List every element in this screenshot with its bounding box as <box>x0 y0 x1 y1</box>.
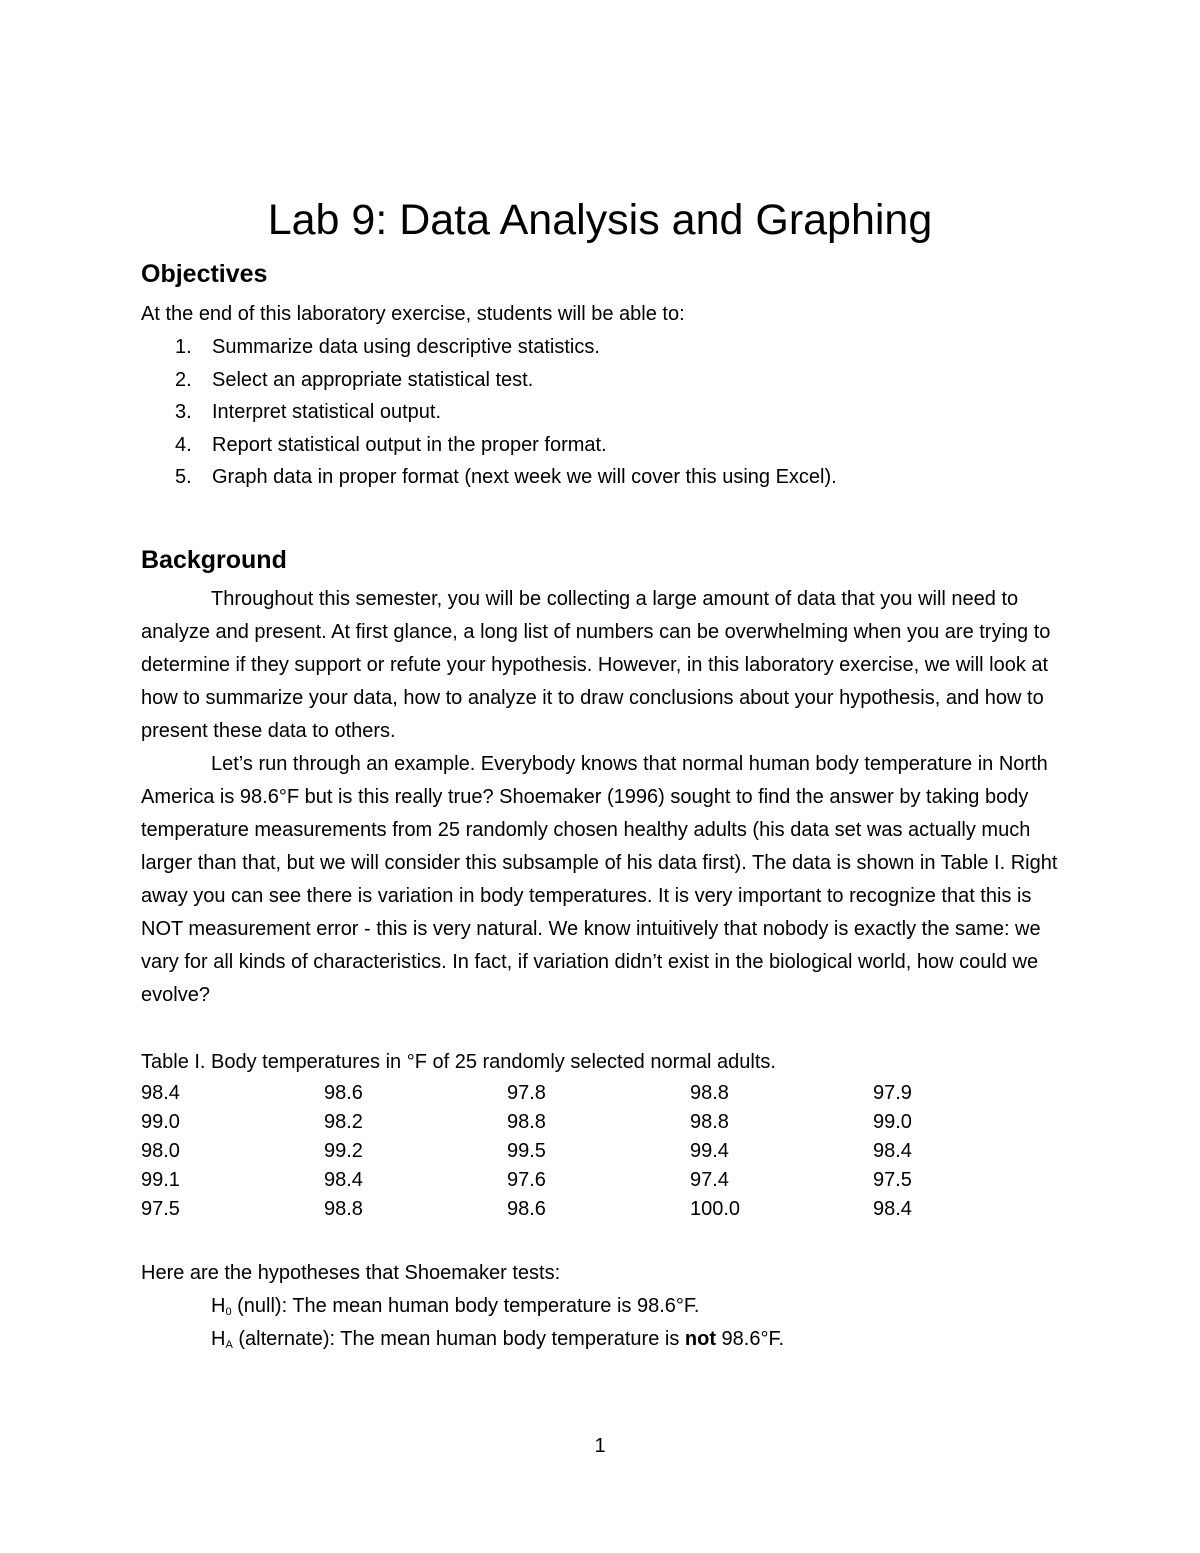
hypothesis-text: The mean human body temperature is <box>340 1328 685 1350</box>
table-cell: 98.4 <box>873 1198 912 1220</box>
list-item <box>175 331 837 364</box>
background-paragraph-2: Let’s run through an example. Everybody knows that normal human body temperature in North America is 98.6°F but is this really true? Shoemaker (1996) sought to find the answer by taking body temperature measurements from 25 randomly chosen healthy adults (his data set was actually much larger than that, but we will consider this subsample of his data first). The data is shown in Table I. Right away you can see there is variation in body temperatures. It is very important to recognize that this is NOT measurement error - this is very natural. We know intuitively that nobody is exactly the same: we vary for all kinds of characteristics. In fact, if variation didn’t exist in the biological world, how could we evolve? <box>141 753 1058 1006</box>
background-paragraph-1: Throughout this semester, you will be collecting a large amount of data that you will need to analyze and present. At first glance, a long list of numbers can be overwhelming when you are trying to determine if they support or refute your hypothesis. However, in this laboratory exercise, we will look at how to summarize your data, how to analyze it to draw conclusions about your hypothesis, and how to present these data to others. <box>141 588 1051 742</box>
table-row <box>141 1166 1056 1195</box>
list-item-number: 5. <box>175 466 192 488</box>
table-cell: 100.0 <box>690 1198 741 1220</box>
hypothesis-subscript: A <box>225 1339 233 1351</box>
table-row <box>141 1079 1056 1108</box>
list-item-text: Graph data in proper format (next week we will cover this using Excel). <box>212 466 837 488</box>
hypothesis-subscript: 0 <box>225 1306 232 1318</box>
list-item-number: 1. <box>175 336 192 358</box>
table-cell: 98.8 <box>324 1198 363 1220</box>
table-cell: 99.0 <box>141 1111 180 1133</box>
hypothesis-symbol: H <box>211 1295 226 1317</box>
null-hypothesis <box>211 1290 699 1323</box>
table-cell: 97.5 <box>141 1198 180 1220</box>
list-item-number: 2. <box>175 368 192 391</box>
hypothesis-symbol: H <box>211 1328 226 1350</box>
table-row <box>141 1195 1056 1224</box>
table-cell: 97.6 <box>507 1169 546 1191</box>
page-title: Lab 9: Data Analysis and Graphing <box>267 196 933 244</box>
hypothesis-text-end: 98.6°F. <box>716 1328 785 1350</box>
objectives-heading: Objectives <box>141 260 268 288</box>
objectives-list <box>175 331 837 494</box>
hypotheses-intro: Here are the hypotheses that Shoemaker tests: <box>141 1262 561 1284</box>
table-cell: 97.5 <box>873 1169 912 1191</box>
list-item-text: Select an appropriate statistical test. <box>212 368 534 391</box>
table-cell: 98.4 <box>324 1169 363 1191</box>
table-cell: 98.4 <box>141 1082 180 1104</box>
hypothesis-label: (null): <box>231 1295 293 1317</box>
list-item <box>175 461 837 494</box>
list-item <box>175 364 837 397</box>
list-item-text: Summarize data using descriptive statistics. <box>212 336 600 358</box>
table-cell: 98.2 <box>324 1111 363 1133</box>
background-body <box>141 583 1071 1012</box>
table-cell: 98.0 <box>141 1140 180 1162</box>
list-item-number: 4. <box>175 433 192 456</box>
alternate-hypothesis <box>211 1323 784 1356</box>
list-item-text: Interpret statistical output. <box>212 401 442 423</box>
page-number: 1 <box>594 1435 606 1457</box>
table-cell: 99.1 <box>141 1169 180 1191</box>
table-cell: 99.0 <box>873 1111 912 1133</box>
table-cell: 98.8 <box>690 1082 729 1104</box>
table-cell: 98.6 <box>324 1082 363 1104</box>
table-cell: 97.8 <box>507 1082 546 1104</box>
table-cell: 99.4 <box>690 1140 729 1162</box>
list-item <box>175 396 837 429</box>
table-cell: 99.2 <box>324 1140 363 1162</box>
objectives-intro: At the end of this laboratory exercise, students will be able to: <box>141 303 685 325</box>
table-cell: 98.4 <box>873 1140 912 1162</box>
table-cell: 97.4 <box>690 1169 729 1191</box>
table-cell: 98.8 <box>507 1111 546 1133</box>
table-cell: 97.9 <box>873 1082 912 1104</box>
table-cell: 98.8 <box>690 1111 729 1133</box>
list-item-text: Report statistical output in the proper format. <box>212 433 607 456</box>
table-cell: 99.5 <box>507 1140 546 1162</box>
hypothesis-text: The mean human body temperature is 98.6°F. <box>292 1295 700 1317</box>
background-heading: Background <box>141 546 287 574</box>
temperature-table <box>141 1079 1056 1224</box>
table-cell: 98.6 <box>507 1198 546 1220</box>
hypothesis-emphasis: not <box>684 1328 716 1350</box>
list-item <box>175 429 837 462</box>
table-row <box>141 1108 1056 1137</box>
table-caption: Table I. Body temperatures in °F of 25 randomly selected normal adults. <box>141 1051 776 1073</box>
hypothesis-label: (alternate): <box>232 1328 341 1350</box>
table-row <box>141 1137 1056 1166</box>
list-item-number: 3. <box>175 401 192 423</box>
